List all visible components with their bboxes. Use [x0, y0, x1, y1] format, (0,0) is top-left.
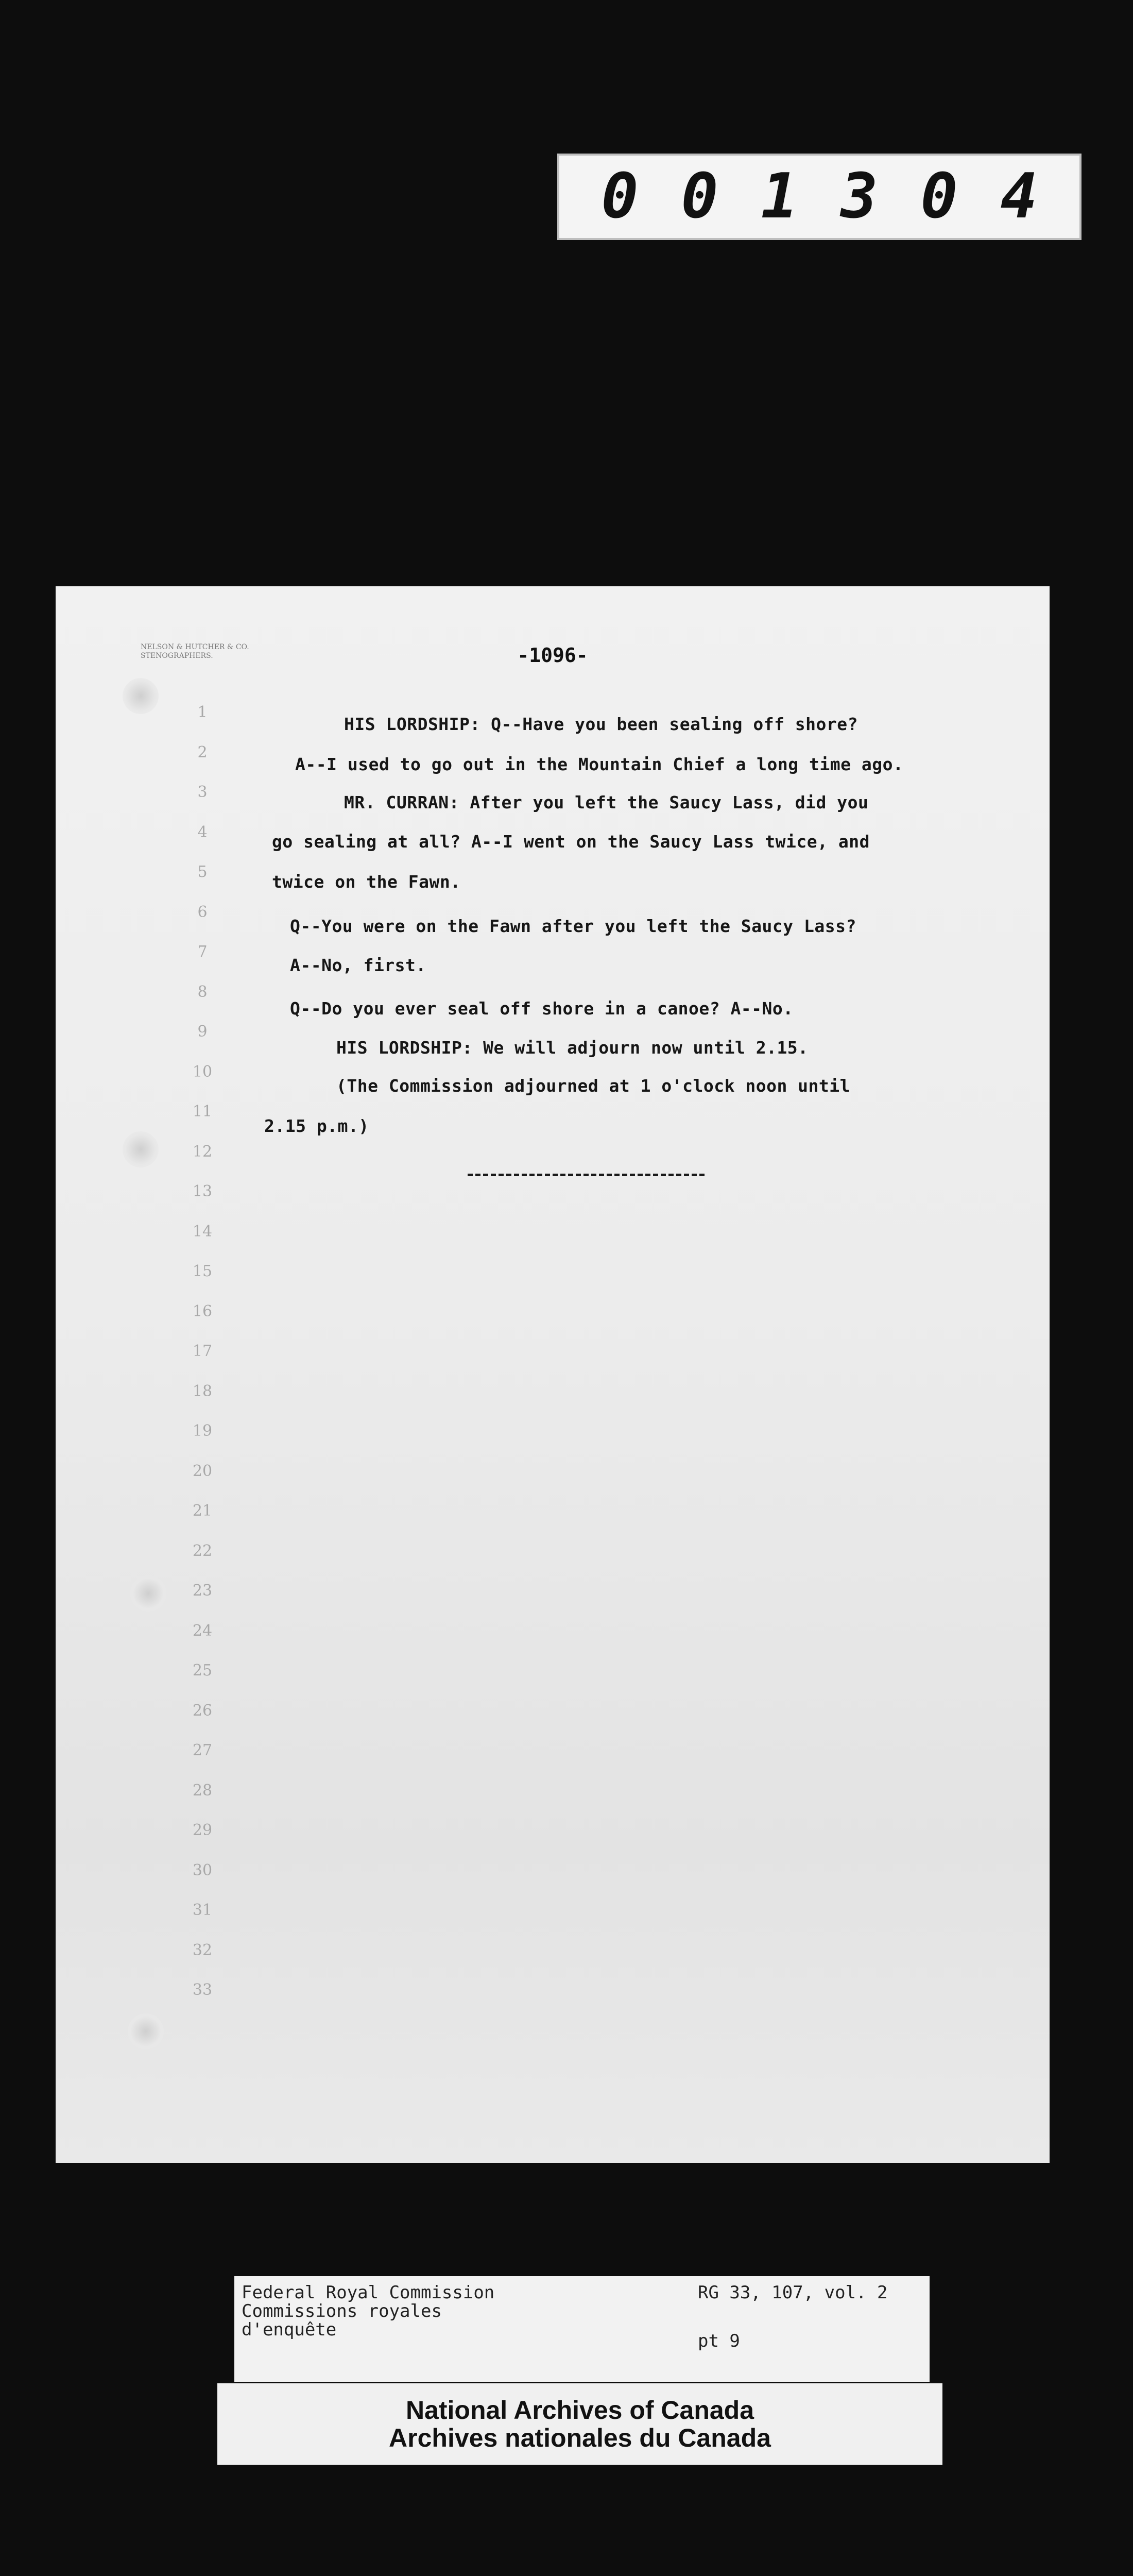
line-number: 21: [192, 1502, 213, 1520]
line-number: 23: [192, 1582, 213, 1600]
catalog-title-line: d'enquête: [242, 2319, 337, 2340]
frame-digit: 3: [840, 161, 878, 232]
line-number: 6: [197, 903, 208, 921]
line-number: 8: [197, 982, 208, 1001]
catalog-card: [234, 2276, 930, 2382]
page-number: -1096-: [517, 644, 588, 667]
line-number: 16: [192, 1302, 213, 1320]
line-number: 1: [197, 703, 208, 721]
line-number: 17: [192, 1342, 213, 1360]
line-number: 3: [197, 783, 208, 801]
line-number: 11: [192, 1103, 213, 1121]
line-number: 7: [197, 943, 208, 961]
archives-card: [217, 2383, 942, 2465]
testimony-line: MR. CURRAN: After you left the Saucy Lass, did you: [344, 792, 869, 812]
printer-mark-line: NELSON & HUTCHER & CO.: [141, 643, 249, 651]
punch-hole: [128, 2013, 164, 2049]
testimony-line: HIS LORDSHIP: We will adjourn now until 2.15.: [336, 1038, 809, 1058]
line-number: 27: [192, 1741, 213, 1759]
line-number: 26: [192, 1701, 213, 1720]
line-number: 28: [192, 1781, 213, 1800]
line-number: 33: [192, 1981, 213, 1999]
line-number: 25: [192, 1662, 213, 1680]
frame-number-label: [557, 154, 1082, 240]
testimony-line: A--I used to go out in the Mountain Chief a long time ago.: [295, 754, 904, 774]
testimony-line: (The Commission adjourned at 1 o'clock noon until: [336, 1076, 851, 1096]
line-number: 15: [192, 1262, 213, 1280]
printer-mark-line: STENOGRAPHERS.: [141, 651, 213, 660]
line-number: 19: [192, 1422, 213, 1440]
testimony-line: Q--You were on the Fawn after you left the Saucy Lass?: [290, 916, 856, 936]
catalog-title-line: Commissions royales: [242, 2301, 442, 2321]
line-number: 30: [192, 1861, 213, 1879]
testimony-line: twice on the Fawn.: [272, 872, 461, 892]
frame-digit: 4: [1000, 161, 1038, 232]
line-number: 22: [192, 1541, 213, 1560]
catalog-reference: RG 33, 107, vol. 2: [698, 2282, 888, 2303]
frame-digit: 0: [920, 161, 958, 232]
line-number: 2: [197, 743, 208, 761]
line-number: 13: [192, 1182, 213, 1200]
line-number: 9: [197, 1023, 208, 1041]
line-number: 12: [192, 1142, 213, 1161]
line-number: 24: [192, 1621, 213, 1640]
line-number: 31: [192, 1901, 213, 1919]
line-number: 14: [192, 1222, 213, 1241]
testimony-line: A--No, first.: [290, 955, 426, 975]
punch-hole: [123, 678, 159, 714]
line-number: 32: [192, 1941, 213, 1959]
line-number: 29: [192, 1821, 213, 1839]
testimony-line: Q--Do you ever seal off shore in a canoe? A--No.: [290, 998, 794, 1019]
punch-hole: [123, 1131, 159, 1167]
testimony-line: HIS LORDSHIP: Q--Have you been sealing off shore?: [344, 714, 859, 734]
archives-name-fr: Archives nationales du Canada: [389, 2424, 771, 2452]
line-number: 4: [197, 823, 208, 841]
line-number: 5: [197, 863, 208, 881]
line-number: 18: [192, 1382, 213, 1400]
transcript-page: [56, 586, 1050, 2163]
section-divider: [468, 1174, 705, 1176]
line-number: 20: [192, 1462, 213, 1480]
testimony-line: 2.15 p.m.): [264, 1116, 369, 1136]
catalog-title: [242, 2283, 494, 2339]
testimony-line: go sealing at all? A--I went on the Saucy Lass twice, and: [272, 832, 870, 852]
punch-hole: [130, 1575, 166, 1612]
catalog-part: pt 9: [698, 2331, 740, 2351]
line-number: 10: [192, 1062, 213, 1081]
frame-digit: 0: [601, 161, 639, 232]
line-number-column: [187, 692, 218, 2010]
frame-digit: 0: [681, 161, 718, 232]
catalog-title-line: Federal Royal Commission: [242, 2282, 495, 2303]
archives-name-en: National Archives of Canada: [405, 2396, 754, 2425]
frame-digit: 1: [761, 161, 798, 232]
